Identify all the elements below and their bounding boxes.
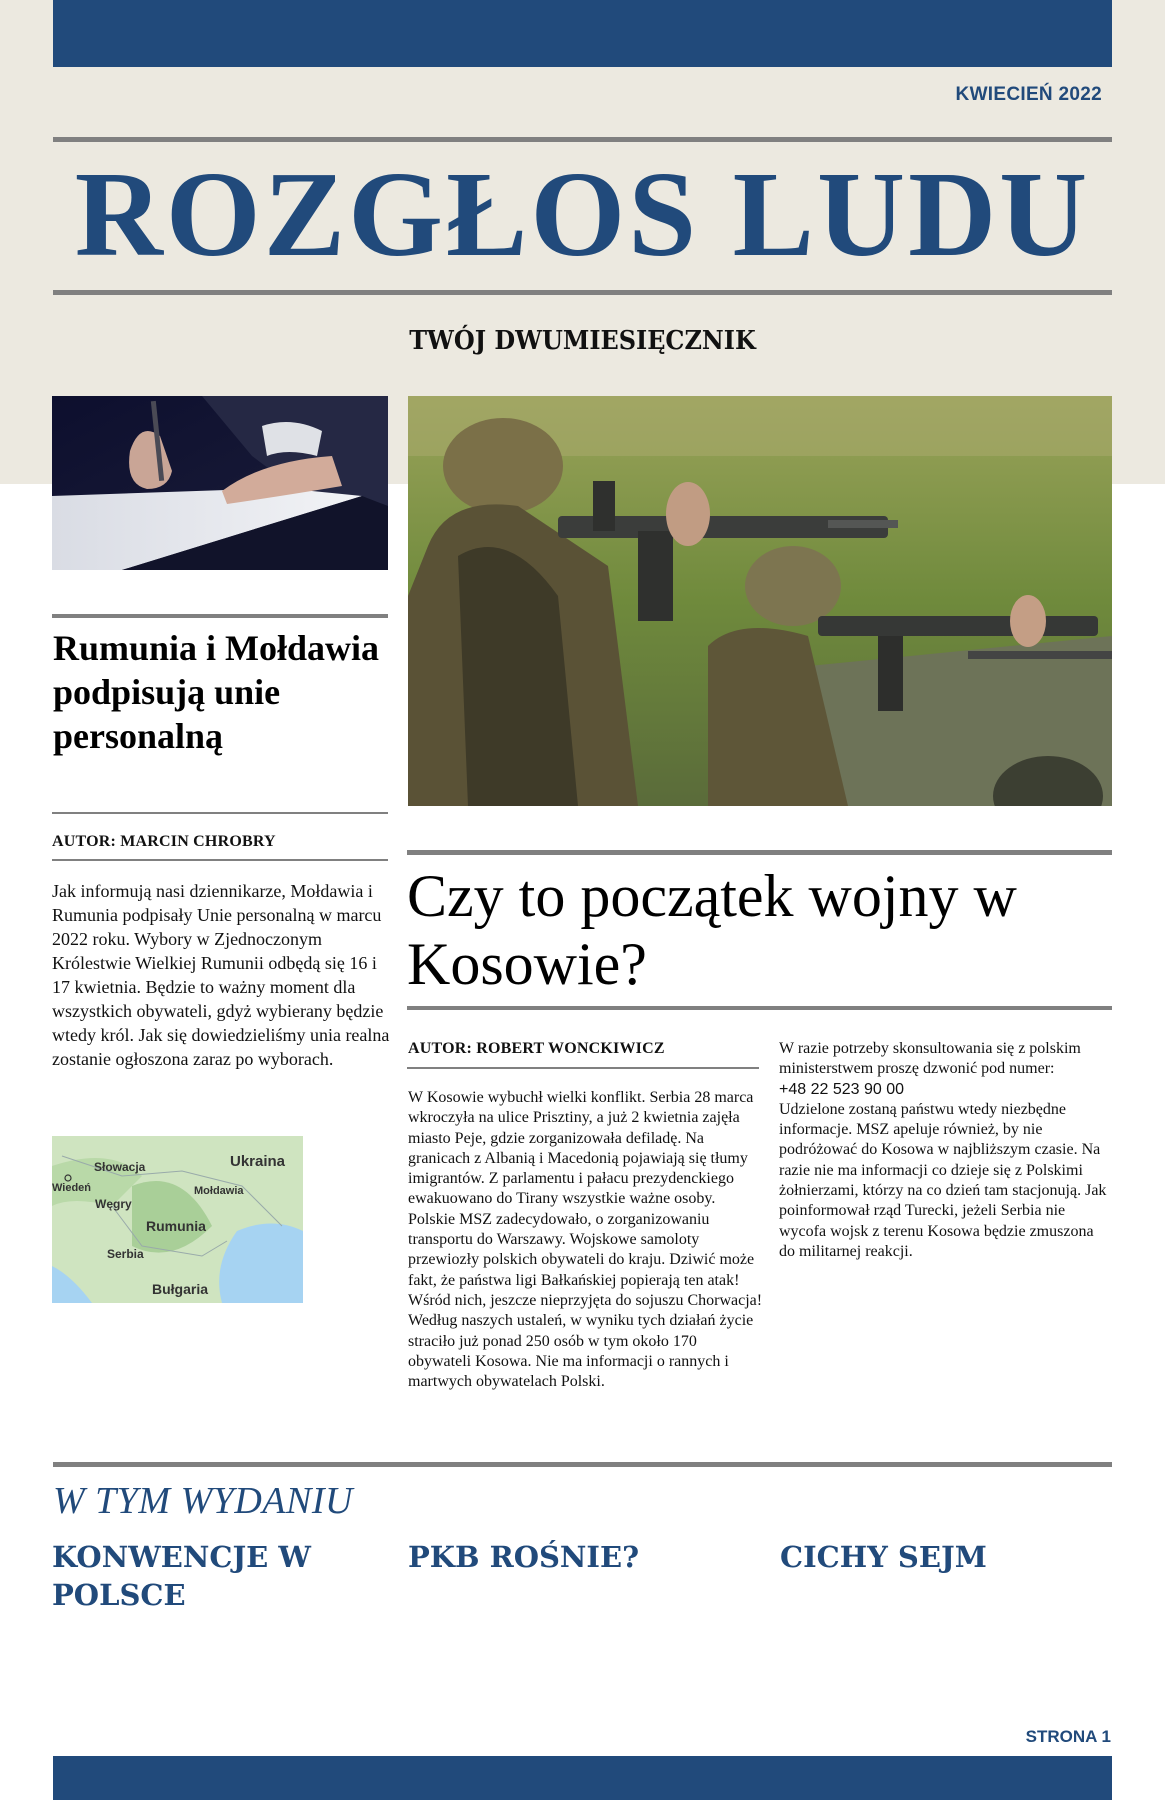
left-article-headline: Rumunia i Mołdawia podpisują unie personalną bbox=[53, 628, 380, 756]
newspaper-subtitle: TWÓJ DWUMIESIĘCZNIK bbox=[409, 326, 756, 356]
svg-text:Mołdawia: Mołdawia bbox=[194, 1185, 244, 1197]
main-article-headline: Czy to początek wojny w Kosowie? bbox=[407, 863, 1017, 997]
main-article-byline: AUTOR: ROBERT WONCKIWICZ bbox=[408, 1040, 665, 1057]
page-number: STRONA 1 bbox=[1025, 1727, 1111, 1746]
in-this-issue-rule bbox=[53, 1462, 1112, 1467]
left-article-byline: AUTOR: MARCIN CHROBRY bbox=[52, 833, 276, 850]
contact-details: Udzielone zostaną państwu wtedy niezbędne informacje. MSZ apeluje również, by nie podróżować do Kosowa w najbliższym czasie. Na razie nie ma informacji co dzieje się z Polskimi żołnierzami, którzy na co dzień tam stacjonują. Jak poinformował rząd Turecki, jeżeli Serbia nie wycofa wojsk z terenu Kosowa będzie zmuszona do militarnej reakcji. bbox=[779, 1100, 1107, 1260]
in-this-issue-title: W TYM WYDANIU bbox=[53, 1480, 353, 1522]
svg-text:Wiedeń: Wiedeń bbox=[52, 1182, 92, 1194]
top-color-bar bbox=[53, 0, 1112, 67]
masthead-top-rule bbox=[53, 137, 1112, 142]
issue-date: KWIECIEŃ 2022 bbox=[955, 84, 1102, 105]
svg-text:Węgry: Węgry bbox=[95, 1197, 132, 1211]
soldiers-with-rifles-photo bbox=[408, 396, 1112, 806]
newspaper-title: ROZGŁOS LUDU bbox=[74, 147, 1091, 282]
main-byline-rule bbox=[407, 1067, 759, 1069]
main-article-body-column-2 bbox=[779, 1039, 1112, 1262]
teaser-cichy-sejm[interactable]: CICHY SEJM bbox=[780, 1540, 987, 1574]
ministry-phone-number: +48 22 523 90 00 bbox=[779, 1080, 905, 1098]
svg-text:Serbia: Serbia bbox=[107, 1247, 144, 1261]
map-of-region bbox=[52, 1136, 303, 1303]
teaser-konwencje[interactable]: KONWENCJE W POLSCE bbox=[52, 1540, 311, 1612]
svg-text:Bułgaria: Bułgaria bbox=[152, 1281, 209, 1297]
masthead-bottom-rule bbox=[53, 290, 1112, 295]
left-article-body: Jak informują nasi dziennikarze, Mołdawia i Rumunia podpisały Unie personalną w marcu 2022 roku. Wybory w Zjednoczonym Królestwie Wielkiej Rumunii odbędą się 16 i 17 kwietnia. Będzie to ważny moment dla wszystkich obywateli, gdyż wybierany będzie wtedy król. Jak się dowiedzieliśmy unia realna zostanie ogłoszona zaraz po wyborach. bbox=[52, 881, 390, 1069]
svg-text:Rumunia: Rumunia bbox=[146, 1218, 206, 1234]
main-headline-bottom-rule bbox=[407, 1006, 1112, 1010]
bottom-color-bar bbox=[53, 1756, 1112, 1800]
left-byline-rule bbox=[52, 859, 388, 861]
svg-text:Słowacja: Słowacja bbox=[94, 1160, 146, 1174]
main-article-body-column-1: W Kosowie wybuchł wielki konflikt. Serbia 28 marca wkroczyła na ulice Prisztiny, a już 2 kwietnia zajęła miasto Peje, gdzie zorganizowała defiladę. Na granicach z Albanią i Macedonią pojawiają się tłumy imigrantów. Z parlamentu i pałacu prezydenckiego ewakuowano do Tirany wszystkie ważne osoby. Polskie MSZ zadecydowało, o zorganizowaniu transportu do Warszawy. Wojskowe samoloty przewiozły polskich obywateli do kraju. Dziwić może fakt, że państwa ligi Bałkańskiej popierają ten atak! Wśród nich, jeszcze nieprzyjęta do sojuszu Chorwacja! Według naszych ustaleń, w wyniku tych działań życie straciło już ponad 250 osób w tym około 170 obywateli Kosowa. Nie ma informacji o rannych i martwych obywatelach Polski. bbox=[408, 1089, 763, 1391]
contact-intro: W razie potrzeby skonsultowania się z polskim ministerstwem proszę dzwonić pod numer: bbox=[779, 1040, 1081, 1078]
teaser-pkb[interactable]: PKB ROŚNIE? bbox=[408, 1540, 640, 1574]
left-article-top-rule bbox=[52, 614, 388, 618]
left-headline-bottom-rule bbox=[52, 812, 388, 814]
main-article-top-rule bbox=[407, 850, 1112, 855]
signing-document-photo bbox=[52, 396, 388, 570]
svg-text:Ukraina: Ukraina bbox=[230, 1153, 286, 1170]
